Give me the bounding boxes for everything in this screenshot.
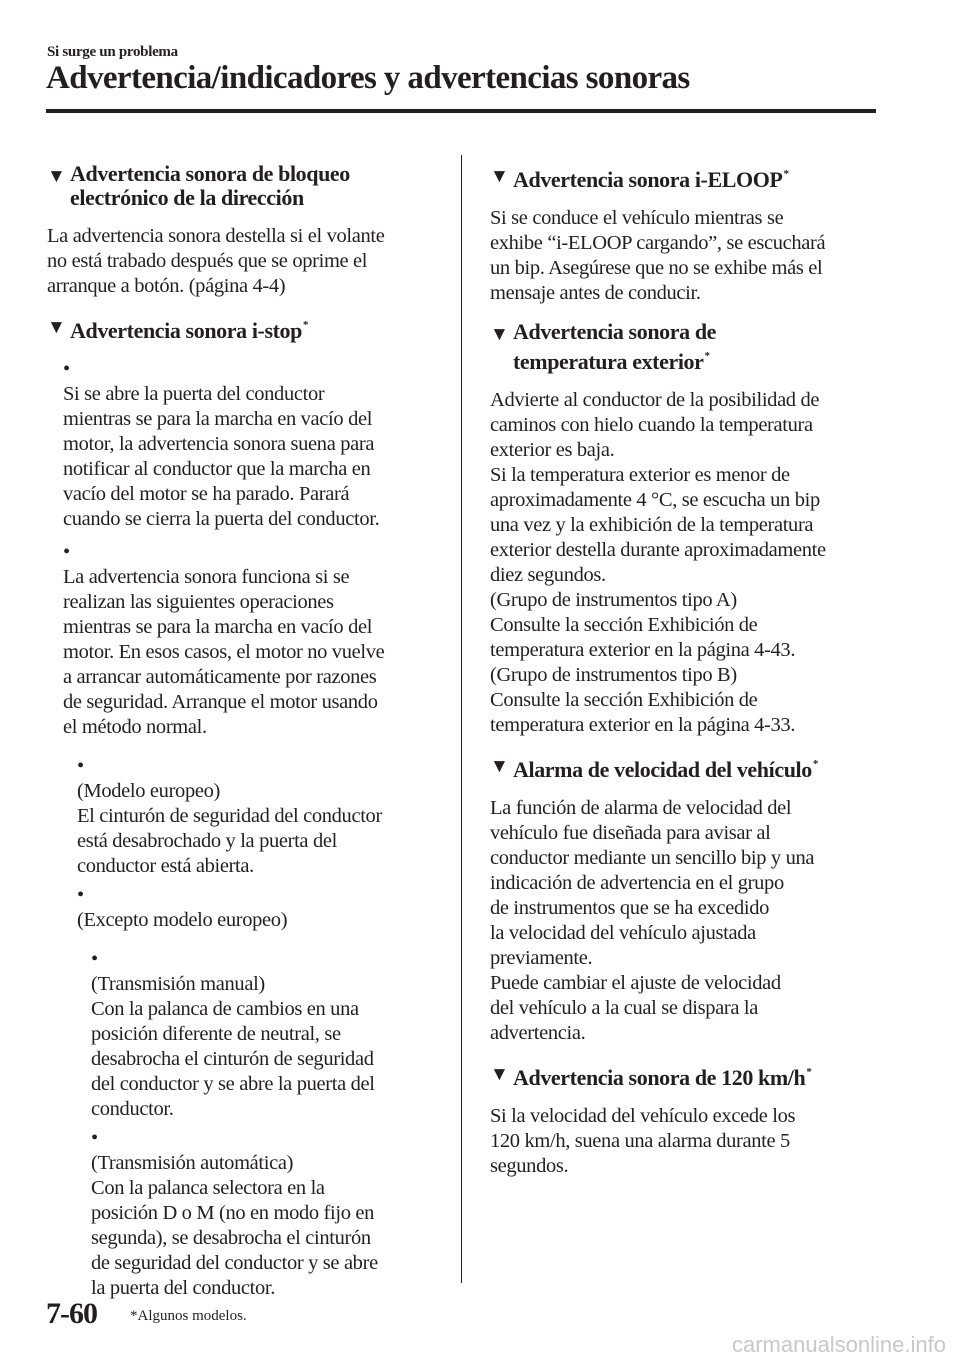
bullet-item bbox=[47, 357, 462, 532]
text-line: conductor mediante un sencillo bip y una bbox=[490, 847, 815, 869]
bullet-item bbox=[47, 947, 462, 1122]
section-heading bbox=[47, 313, 462, 343]
bullet-item bbox=[47, 883, 462, 933]
paragraph bbox=[490, 1104, 905, 1179]
text-line: exterior es baja. bbox=[490, 439, 615, 461]
footnote: *Algunos modelos. bbox=[130, 1308, 247, 1324]
text-line: caminos con hielo cuando la temperatura bbox=[490, 414, 813, 436]
text-line: (Transmisión manual) bbox=[91, 973, 265, 995]
text-line: no está trabado después que se oprime el bbox=[47, 250, 368, 272]
text-line: el método normal. bbox=[63, 716, 207, 738]
text-line: segunda), se desabrocha el cinturón bbox=[91, 1227, 371, 1249]
bullet-item bbox=[47, 1126, 462, 1301]
text-line: temperatura exterior bbox=[513, 349, 704, 374]
text-line: desabrocha el cinturón de seguridad bbox=[91, 1048, 374, 1070]
text-line: Advertencia sonora i-stop bbox=[70, 318, 302, 343]
text-line: Si la velocidad del vehículo excede los bbox=[490, 1105, 796, 1127]
text-line: Si se conduce el vehículo mientras se bbox=[490, 207, 784, 229]
text-line: indicación de advertencia en el grupo bbox=[490, 872, 784, 894]
text-line: temperatura exterior en la página 4-33. bbox=[490, 714, 796, 736]
page-title: Advertencia/indicadores y advertencias sonoras bbox=[46, 60, 690, 96]
text-line: (Grupo de instrumentos tipo A) bbox=[490, 589, 737, 611]
bullet-item bbox=[47, 754, 462, 879]
text-line: La función de alarma de velocidad del bbox=[490, 797, 792, 819]
text-line: Con la palanca de cambios en una bbox=[91, 998, 359, 1020]
text-line: arranque a botón. (página 4-4) bbox=[47, 275, 286, 297]
title-rule bbox=[46, 109, 876, 113]
right-column bbox=[490, 160, 905, 1179]
paragraph bbox=[490, 796, 905, 1046]
text-line: mensaje antes de conducir. bbox=[490, 282, 701, 304]
footnote-marker: * bbox=[783, 168, 789, 180]
footnote-marker: * bbox=[806, 1066, 812, 1078]
text-line: posición diferente de neutral, se bbox=[91, 1023, 341, 1045]
text-line: Puede cambiar el ajuste de velocidad bbox=[490, 972, 781, 994]
text-line: Si la temperatura exterior es menor de bbox=[490, 464, 790, 486]
text-line: mientras se para la marcha en vacío del bbox=[63, 408, 373, 430]
text-line: Con la palanca selectora en la bbox=[91, 1177, 325, 1199]
text-line: electrónico de la dirección bbox=[70, 185, 304, 210]
text-line: El cinturón de seguridad del conductor bbox=[77, 805, 382, 827]
triangle-down-icon: ▼ bbox=[490, 166, 509, 187]
text-line: previamente. bbox=[490, 947, 593, 969]
triangle-down-icon: ▼ bbox=[490, 756, 509, 777]
text-line: motor. En esos casos, el motor no vuelve bbox=[63, 641, 385, 663]
text-line: exhibe “i-ELOOP cargando”, se escuchará bbox=[490, 232, 826, 254]
text-line: Advierte al conductor de la posibilidad de bbox=[490, 389, 820, 411]
footnote-marker: * bbox=[704, 350, 710, 362]
text-line: cuando se cierra la puerta del conductor. bbox=[63, 508, 380, 530]
text-line: Consulte la sección Exhibición de bbox=[490, 689, 758, 711]
text-line: (Excepto modelo europeo) bbox=[77, 909, 288, 931]
text-line: de instrumentos que se ha excedido bbox=[490, 897, 770, 919]
text-line: de seguridad del conductor y se abre bbox=[91, 1252, 378, 1274]
section-heading bbox=[490, 752, 905, 782]
text-line: advertencia. bbox=[490, 1022, 586, 1044]
text-line: Si se abre la puerta del conductor bbox=[63, 383, 325, 405]
triangle-down-icon: ▼ bbox=[47, 166, 66, 187]
paragraph bbox=[490, 206, 905, 306]
section-label: Si surge un problema bbox=[47, 44, 178, 60]
text-line: Advertencia sonora i-ELOOP bbox=[513, 167, 783, 192]
footnote-marker: * bbox=[812, 758, 818, 770]
text-line: un bip. Asegúrese que no se exhibe más el bbox=[490, 257, 823, 279]
text-line: la velocidad del vehículo ajustada bbox=[490, 922, 756, 944]
text-line: temperatura exterior en la página 4-43. bbox=[490, 639, 796, 661]
text-line: Advertencia sonora de bbox=[513, 319, 717, 344]
triangle-down-icon: ▼ bbox=[47, 317, 66, 338]
text-line: del vehículo a la cual se dispara la bbox=[490, 997, 759, 1019]
text-line: aproximadamente 4 °C, se escucha un bip bbox=[490, 489, 820, 511]
paragraph bbox=[47, 224, 462, 299]
bullet-icon: • bbox=[91, 1127, 98, 1149]
text-line: de seguridad. Arranque el motor usando bbox=[63, 691, 378, 713]
triangle-down-icon: ▼ bbox=[490, 1064, 509, 1085]
text-line: segundos. bbox=[490, 1155, 569, 1177]
text-line: Advertencia sonora de 120 km/h bbox=[513, 1065, 806, 1090]
text-line: posición D o M (no en modo fijo en bbox=[91, 1202, 375, 1224]
text-line: (Modelo europeo) bbox=[77, 780, 220, 802]
text-line: motor, la advertencia sonora suena para bbox=[63, 433, 375, 455]
section-heading bbox=[47, 162, 462, 210]
text-line: Alarma de velocidad del vehículo bbox=[513, 757, 812, 782]
text-line: exterior destella durante aproximadamente bbox=[490, 539, 826, 561]
text-line: del conductor y se abre la puerta del bbox=[91, 1073, 375, 1095]
paragraph bbox=[490, 388, 905, 738]
text-line: La advertencia sonora destella si el volante bbox=[47, 225, 385, 247]
bullet-icon: • bbox=[77, 755, 84, 777]
text-line: realizan las siguientes operaciones bbox=[63, 591, 334, 613]
bullet-icon: • bbox=[77, 884, 84, 906]
text-line: la puerta del conductor. bbox=[91, 1277, 275, 1299]
bullet-item bbox=[47, 540, 462, 740]
page-number: 7-60 bbox=[46, 1297, 97, 1330]
text-line: Consulte la sección Exhibición de bbox=[490, 614, 758, 636]
bullet-icon: • bbox=[91, 948, 98, 970]
text-line: notificar al conductor que la marcha en bbox=[63, 458, 371, 480]
section-heading bbox=[490, 320, 905, 374]
text-line: 120 km/h, suena una alarma durante 5 bbox=[490, 1130, 790, 1152]
footnote-marker: * bbox=[302, 319, 309, 331]
triangle-down-icon: ▼ bbox=[490, 324, 509, 345]
text-line: está desabrochado y la puerta del bbox=[77, 830, 337, 852]
text-line: a arrancar automáticamente por razones bbox=[63, 666, 377, 688]
text-line: una vez y la exhibición de la temperatura bbox=[490, 514, 814, 536]
text-line: (Grupo de instrumentos tipo B) bbox=[490, 664, 737, 686]
watermark: carmanualsonline.info bbox=[731, 1332, 946, 1357]
text-line: vehículo fue diseñada para avisar al bbox=[490, 822, 771, 844]
text-line: (Transmisión automática) bbox=[91, 1152, 294, 1174]
bullet-icon: • bbox=[63, 541, 70, 563]
bullet-icon: • bbox=[63, 358, 70, 380]
text-line: La advertencia sonora funciona si se bbox=[63, 566, 350, 588]
text-line: vacío del motor se ha parado. Parará bbox=[63, 483, 350, 505]
text-line: conductor está abierta. bbox=[77, 855, 254, 877]
text-line: Advertencia sonora de bloqueo bbox=[70, 161, 350, 186]
text-line: mientras se para la marcha en vacío del bbox=[63, 616, 373, 638]
text-line: conductor. bbox=[91, 1098, 174, 1120]
text-line: diez segundos. bbox=[490, 564, 606, 586]
section-heading bbox=[490, 162, 905, 192]
left-column bbox=[47, 160, 462, 1301]
section-heading bbox=[490, 1060, 905, 1090]
